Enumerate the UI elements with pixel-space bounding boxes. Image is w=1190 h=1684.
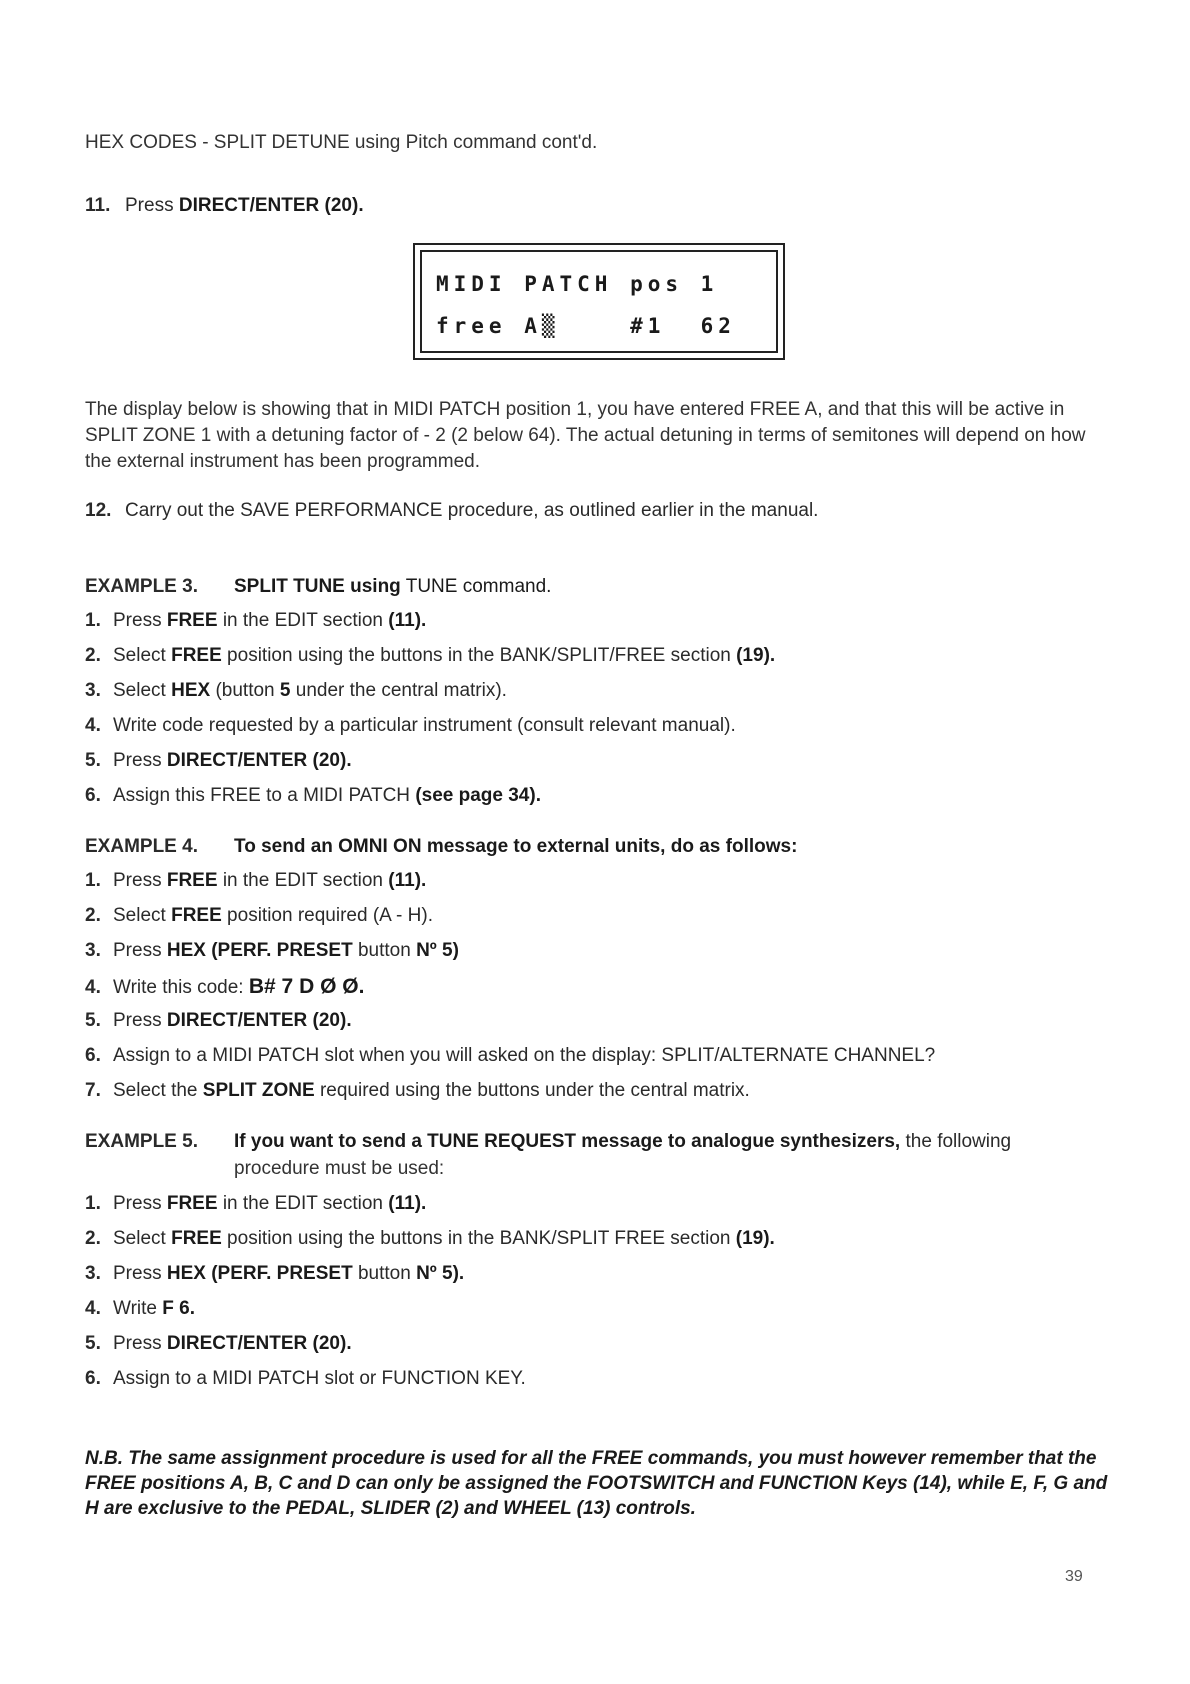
step-text: Carry out the SAVE PERFORMANCE procedure, as outlined earlier in the manual. bbox=[125, 500, 819, 521]
step-bold: DIRECT/ENTER (20). bbox=[178, 195, 364, 216]
step-text: Assign to a MIDI PATCH slot or FUNCTION KEY. bbox=[113, 1368, 526, 1389]
step-number: 6. bbox=[85, 785, 101, 806]
step-bold: Nº 5) bbox=[416, 940, 459, 961]
step-text: Select bbox=[113, 680, 172, 701]
step-bold: (19). bbox=[735, 1228, 775, 1249]
step-bold: (19). bbox=[736, 645, 776, 666]
ex3-step-4 bbox=[85, 715, 736, 737]
step-bold: DIRECT/ENTER (20). bbox=[166, 750, 352, 771]
step-text: Assign this FREE to a MIDI PATCH bbox=[113, 785, 416, 806]
display-explanation: The display below is showing that in MIDI PATCH position 1, you have entered FREE A, and that this will be active in SPLIT ZONE 1 with a detuning factor of - 2 (2 below 64). The actual detuning in terms of semitones will depend on how the external instrument has been programmed. bbox=[85, 399, 1086, 472]
ex3-step-3 bbox=[85, 680, 507, 702]
example-title: To send an OMNI ON message to external units, do as follows: bbox=[234, 836, 798, 857]
step-text: position using the buttons in the BANK/SPLIT FREE section bbox=[221, 1228, 736, 1249]
step-number: 7. bbox=[85, 1080, 101, 1101]
step-number: 3. bbox=[85, 680, 101, 701]
ex4-step-7 bbox=[85, 1080, 750, 1102]
lcd-line-2: free A▒ #1 62 bbox=[436, 314, 736, 338]
nota-bene-note: N.B. The same assignment procedure is used for all the FREE commands, you must however remember that the FREE positions A, B, C and D can only be assigned the FOOTSWITCH and FUNCTION Keys (14), while E, F, G and H are exclusive to the PEDAL, SLIDER (2) and WHEEL (13) controls. bbox=[85, 1448, 1108, 1519]
ex3-step-2 bbox=[85, 645, 775, 667]
step-text: Press bbox=[113, 1333, 167, 1354]
example-5-heading bbox=[85, 1131, 1011, 1153]
step-bold: FREE bbox=[171, 905, 222, 926]
step-bold: HEX (PERF. PRESET bbox=[166, 1263, 353, 1284]
step-text: required using the buttons under the central matrix. bbox=[314, 1080, 750, 1101]
step-12 bbox=[85, 500, 818, 522]
step-bold: Nº 5). bbox=[416, 1263, 465, 1284]
step-bold: FREE bbox=[166, 1193, 218, 1214]
example-5-heading-continued: procedure must be used: bbox=[234, 1158, 445, 1179]
step-bold: DIRECT/ENTER (20). bbox=[166, 1010, 352, 1031]
step-bold: B# 7 D Ø Ø. bbox=[248, 975, 365, 998]
step-bold: (11). bbox=[388, 1193, 427, 1214]
step-text: button bbox=[352, 1263, 417, 1284]
lcd-line-1: MIDI PATCH pos 1 bbox=[436, 272, 719, 296]
step-bold: (see page 34). bbox=[415, 785, 541, 806]
step-text: Select the bbox=[113, 1080, 203, 1101]
example-title-bold: SPLIT TUNE using bbox=[234, 576, 401, 597]
step-text: Press bbox=[113, 1010, 167, 1031]
step-text: under the central matrix). bbox=[290, 680, 507, 701]
step-text: Press bbox=[113, 870, 167, 891]
ex3-step-6 bbox=[85, 785, 541, 807]
step-number: 4. bbox=[85, 1298, 101, 1319]
step-text: Press bbox=[113, 1193, 167, 1214]
step-text: Write code requested by a particular instrument (consult relevant manual). bbox=[113, 715, 736, 736]
ex5-step-2 bbox=[85, 1228, 775, 1250]
step-number: 12. bbox=[85, 500, 112, 521]
step-number: 2. bbox=[85, 905, 101, 926]
ex5-step-3 bbox=[85, 1263, 464, 1285]
step-bold: DIRECT/ENTER (20). bbox=[166, 1333, 352, 1354]
step-number: 2. bbox=[85, 645, 101, 666]
step-text: position using the buttons in the BANK/SPLIT/FREE section bbox=[221, 645, 737, 666]
step-number: 4. bbox=[85, 977, 101, 998]
ex3-step-1 bbox=[85, 610, 426, 632]
ex4-step-3 bbox=[85, 940, 459, 962]
example-tag: EXAMPLE 5. bbox=[85, 1131, 198, 1152]
step-bold: FREE bbox=[166, 610, 218, 631]
step-text: Select bbox=[113, 905, 172, 926]
step-bold: (11). bbox=[388, 870, 427, 891]
step-text: Assign to a MIDI PATCH slot when you will asked on the display: SPLIT/ALTERNATE CHANNEL? bbox=[113, 1045, 936, 1066]
step-number: 5. bbox=[85, 750, 101, 771]
step-text: Select bbox=[113, 645, 172, 666]
example-title-bold: If you want to send a TUNE REQUEST message to analogue synthesizers, bbox=[234, 1131, 901, 1152]
ex4-step-6 bbox=[85, 1045, 935, 1067]
step-bold: FREE bbox=[171, 1228, 222, 1249]
ex4-step-2 bbox=[85, 905, 433, 927]
step-text: Press bbox=[113, 750, 167, 771]
step-bold: (11). bbox=[388, 610, 427, 631]
step-bold: F 6. bbox=[162, 1298, 195, 1319]
step-number: 11. bbox=[85, 195, 111, 216]
step-text: in the EDIT section bbox=[217, 870, 389, 891]
step-text: in the EDIT section bbox=[217, 610, 389, 631]
page-header: HEX CODES - SPLIT DETUNE using Pitch command cont'd. bbox=[85, 132, 598, 153]
step-text: position required (A - H). bbox=[221, 905, 433, 926]
step-bold: SPLIT ZONE bbox=[202, 1080, 315, 1101]
step-text: (button bbox=[210, 680, 280, 701]
step-bold: HEX bbox=[171, 680, 211, 701]
example-tag: EXAMPLE 3. bbox=[85, 576, 198, 597]
lcd-display bbox=[413, 243, 785, 360]
step-number: 6. bbox=[85, 1045, 101, 1066]
step-bold: HEX (PERF. PRESET bbox=[166, 940, 353, 961]
step-text: in the EDIT section bbox=[217, 1193, 389, 1214]
ex5-step-4 bbox=[85, 1298, 195, 1320]
ex4-step-5 bbox=[85, 1010, 352, 1032]
step-bold: FREE bbox=[166, 870, 218, 891]
step-text: Press bbox=[113, 940, 167, 961]
step-number: 1. bbox=[85, 610, 101, 631]
example-title-rest: the following bbox=[900, 1131, 1012, 1152]
step-number: 2. bbox=[85, 1228, 101, 1249]
step-number: 6. bbox=[85, 1368, 101, 1389]
step-number: 5. bbox=[85, 1333, 101, 1354]
ex3-step-5 bbox=[85, 750, 352, 772]
step-text: Press bbox=[113, 610, 167, 631]
example-4-heading bbox=[85, 836, 797, 858]
step-text: button bbox=[352, 940, 417, 961]
step-number: 3. bbox=[85, 940, 101, 961]
step-text: Press bbox=[113, 1263, 167, 1284]
example-title-rest: TUNE command. bbox=[400, 576, 552, 597]
step-number: 4. bbox=[85, 715, 101, 736]
step-number: 1. bbox=[85, 1193, 101, 1214]
step-bold: FREE bbox=[171, 645, 222, 666]
step-number: 1. bbox=[85, 870, 101, 891]
ex4-step-4 bbox=[85, 975, 364, 999]
example-3-heading bbox=[85, 576, 551, 598]
ex5-step-5 bbox=[85, 1333, 352, 1355]
page-number: 39 bbox=[1065, 1568, 1083, 1585]
step-number: 3. bbox=[85, 1263, 101, 1284]
ex5-step-1 bbox=[85, 1193, 426, 1215]
lcd-inner-frame bbox=[420, 250, 778, 353]
step-bold: 5 bbox=[279, 680, 291, 701]
step-11 bbox=[85, 195, 364, 217]
ex5-step-6 bbox=[85, 1368, 526, 1390]
step-text: Write this code: bbox=[113, 977, 249, 998]
step-number: 5. bbox=[85, 1010, 101, 1031]
step-text: Press bbox=[125, 195, 179, 216]
step-text: Select bbox=[113, 1228, 172, 1249]
step-text: Write bbox=[113, 1298, 163, 1319]
example-tag: EXAMPLE 4. bbox=[85, 836, 198, 857]
ex4-step-1 bbox=[85, 870, 426, 892]
